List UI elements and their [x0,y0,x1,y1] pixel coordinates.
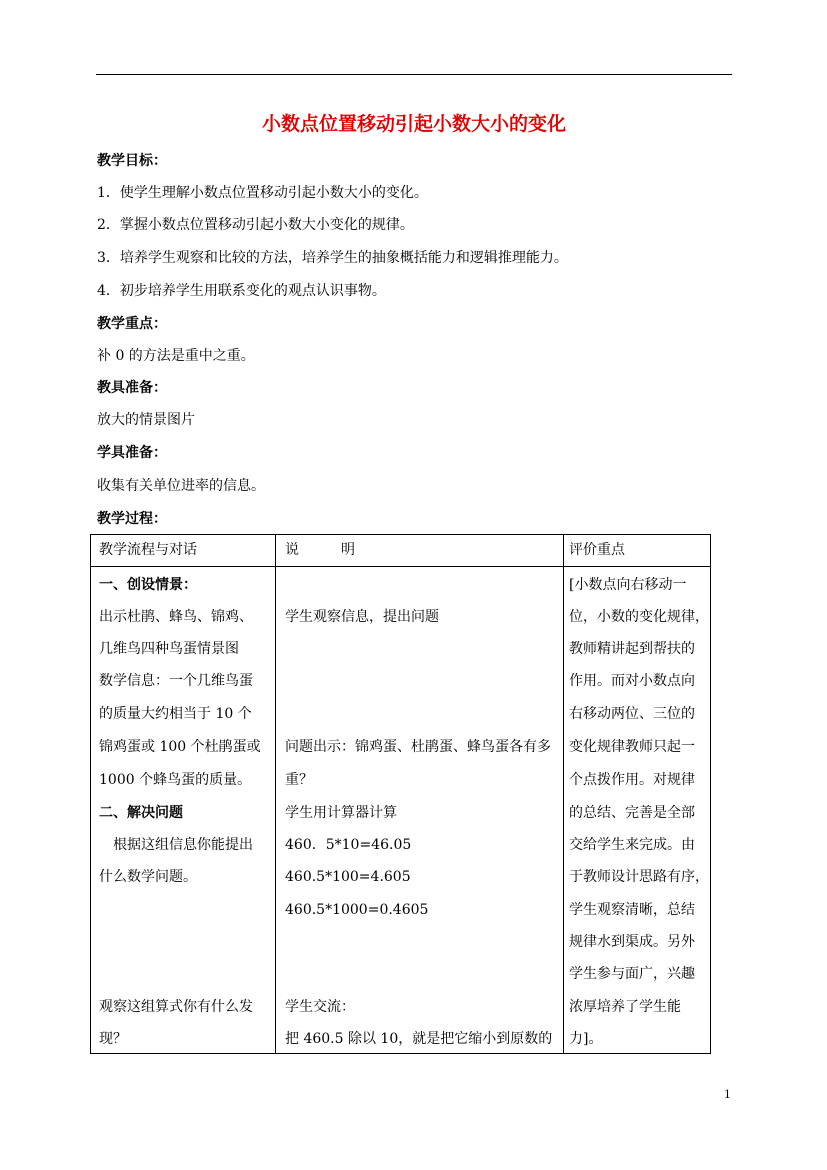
flow-line: 观察这组算式你有什么发 [99,999,253,1015]
header-rule [96,74,732,75]
evaluation-line: 变化规律教师只起一 [569,739,695,755]
goal-item-2: 2．掌握小数点位置移动引起小数大小变化的规律。 [97,217,414,233]
notes-line: 460．5*10=46.05 [285,837,412,853]
flow-line: 的质量大约相当于 10 个 [99,706,252,722]
flow-line: 二、解决问题 [99,805,183,821]
notes-line: 问题出示：锦鸡蛋、杜鹃蛋、蜂鸟蛋各有多 [285,739,551,755]
evaluation-line: 规律水到渠成。另外 [569,934,695,950]
column-divider-2 [563,535,564,1053]
process-heading: 教学过程： [97,511,167,527]
key-text: 补 0 的方法是重中之重。 [97,348,255,364]
goals-heading: 教学目标： [97,153,167,169]
evaluation-line: 位，小数的变化规律， [569,609,709,625]
evaluation-line: 个点拨作用。对规律 [569,772,695,788]
evaluation-line: 交给学生来完成。由 [569,837,695,853]
flow-line: 几维鸟四种鸟蛋情景图 [99,641,239,657]
key-heading: 教学重点： [97,316,167,332]
notes-line: 460.5*1000=0.4605 [285,902,429,918]
evaluation-line: 的总结、完善是全部 [569,805,695,821]
goal-item-1: 1．使学生理解小数点位置移动引起小数大小的变化。 [97,185,428,201]
notes-line: 学生交流： [285,999,355,1015]
flow-line: 锦鸡蛋或 100 个杜鹃蛋或 [99,739,261,755]
flow-line: 数学信息：一个几维鸟蛋 [99,673,253,689]
table-header-notes: 说 明 [285,542,355,558]
evaluation-line: [小数点向右移动一 [569,577,687,593]
lesson-process-table [90,534,711,1054]
evaluation-line: 学生参与面广，兴趣 [569,966,695,982]
flow-line: 出示杜鹃、蜂鸟、锦鸡、 [99,609,253,625]
student-tools-text: 收集有关单位进率的信息。 [97,478,265,494]
notes-line: 460.5*100=4.605 [285,869,411,885]
table-header-evaluation: 评价重点 [569,542,625,558]
tools-text: 放大的情景图片 [97,412,195,428]
document-title: 小数点位置移动引起小数大小的变化 [261,113,566,135]
goal-item-4: 4．初步培养学生用联系变化的观点认识事物。 [97,283,386,299]
evaluation-line: 于教师设计思路有序， [569,869,709,885]
flow-line: 根据这组信息你能提出 [99,837,253,853]
evaluation-line: 教师精讲起到帮扶的 [569,641,695,657]
tools-heading: 教具准备： [97,380,167,396]
flow-line: 现？ [99,1031,127,1047]
notes-line: 学生观察信息，提出问题 [285,609,439,625]
goal-item-3: 3．培养学生观察和比较的方法，培养学生的抽象概括能力和逻辑推理能力。 [97,250,568,266]
evaluation-line: 右移动两位、三位的 [569,706,695,722]
notes-line: 学生用计算器计算 [285,805,397,821]
flow-line: 什么数学问题。 [99,869,197,885]
evaluation-line: 作用。而对小数点向 [569,673,695,689]
page-number: 1 [724,1088,731,1101]
notes-line: 重？ [285,772,313,788]
evaluation-line: 力]。 [569,1031,603,1047]
evaluation-line: 浓厚培养了学生能 [569,999,681,1015]
flow-line: 一、创设情景： [99,577,197,593]
table-header-flow: 教学流程与对话 [99,542,197,558]
notes-line: 把 460.5 除以 10，就是把它缩小到原数的 [285,1031,553,1047]
flow-line: 1000 个蜂鸟蛋的质量。 [99,772,252,788]
student-tools-heading: 学具准备： [97,445,167,461]
column-divider-1 [275,535,276,1053]
header-divider [91,566,710,567]
evaluation-line: 学生观察清晰，总结 [569,902,695,918]
